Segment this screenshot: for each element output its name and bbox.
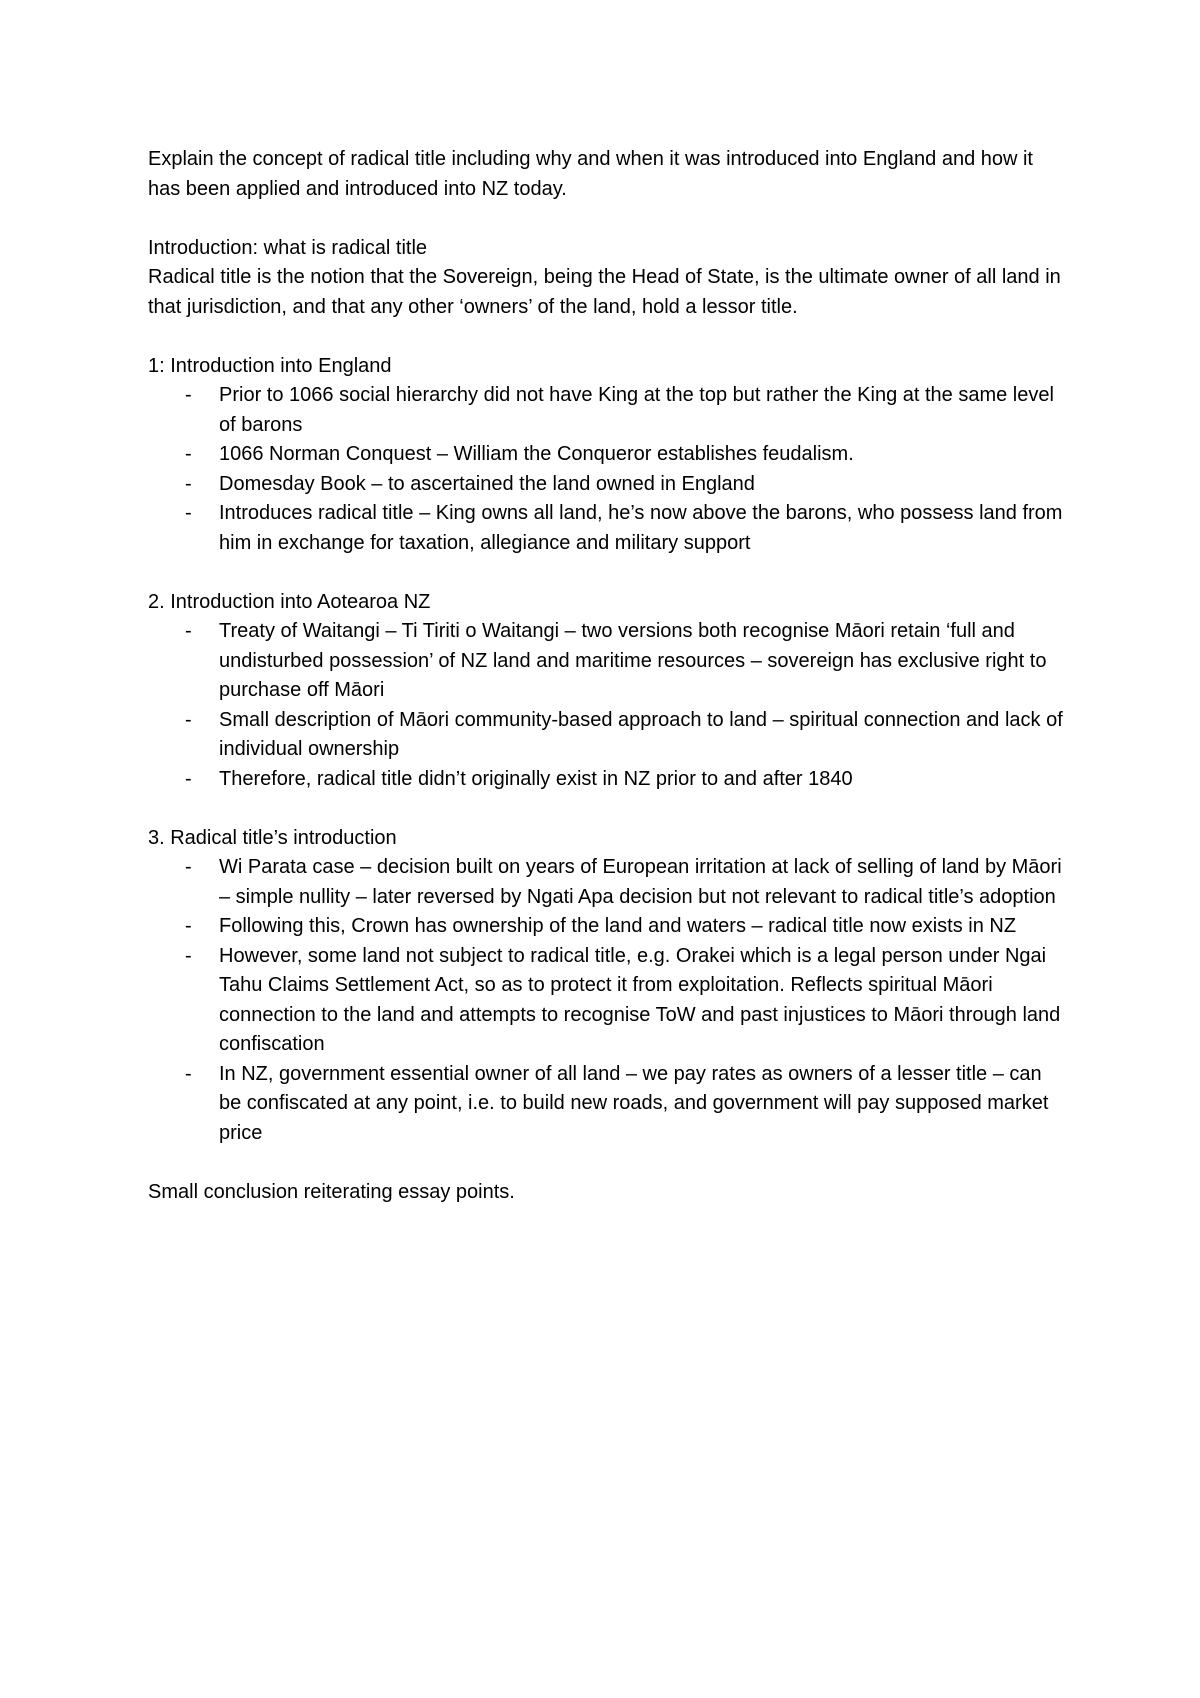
bullet-dash: - [185,443,192,465]
list-item [185,470,1068,500]
list-item [185,942,1068,1060]
list-item-text: Following this, Crown has ownership of the land and waters – radical title now exists in NZ [219,915,1017,937]
list-item-text: Therefore, radical title didn’t originally exist in NZ prior to and after 1840 [219,767,853,790]
spacer [148,204,1068,234]
bullet-dash: - [185,502,192,524]
radical-title-points [148,853,1068,1148]
list-item-text: Treaty of Waitangi – Ti Tiriti o Waitangi – two versions both recognise Māori retain ‘full and undisturbed possession’ of NZ land and maritime resources – sovereign has exclusive right to purchase off Māori [219,620,1047,701]
list-item-text: Introduces radical title – King owns all land, he’s now above the barons, who possess land from him in exchange for taxation, allegiance and military support [219,502,1063,554]
list-item [185,381,1068,440]
bullet-dash: - [185,915,192,937]
list-item [185,617,1068,706]
bullet-dash: - [185,620,192,642]
bullet-dash: - [185,1062,192,1085]
aotearoa-points [148,617,1068,794]
bullet-dash: - [185,708,192,731]
list-item [185,765,1068,795]
bullet-dash: - [185,384,192,406]
bullet-dash: - [185,472,192,495]
spacer [148,558,1068,588]
list-item [185,853,1068,912]
document-page [148,145,1068,1207]
bullet-dash: - [185,944,192,967]
essay-question: Explain the concept of radical title including why and when it was introduced into England and how it has been applied and introduced into NZ today. [148,148,1033,200]
spacer [148,794,1068,824]
england-points [148,381,1068,558]
intro-heading: Introduction: what is radical title [148,236,428,259]
list-item [185,499,1068,558]
list-item [185,1060,1068,1149]
list-item-text: Domesday Book – to ascertained the land owned in England [219,472,755,495]
section-heading-radical-title: 3. Radical title’s introduction [148,826,397,849]
bullet-dash: - [185,767,192,790]
spacer [148,322,1068,352]
section-heading-aotearoa: 2. Introduction into Aotearoa NZ [148,590,431,613]
list-item-text: 1066 Norman Conquest – William the Conqueror establishes feudalism. [219,443,854,465]
list-item [185,440,1068,470]
conclusion: Small conclusion reiterating essay points. [148,1180,515,1203]
list-item-text: In NZ, government essential owner of all land – we pay rates as owners of a lesser title – can be confiscated at any point, i.e. to build new roads, and government will pay supposed market price [219,1062,1049,1144]
list-item-text: Prior to 1066 social hierarchy did not have King at the top but rather the King at the same level of barons [219,384,1054,436]
list-item-text: Small description of Māori community-based approach to land – spiritual connection and lack of individual ownership [219,708,1063,760]
section-heading-england: 1: Introduction into England [148,354,392,377]
list-item-text: Wi Parata case – decision built on years of European irritation at lack of selling of land by Māori – simple nullity – later reversed by Ngati Apa decision but not relevant to radical title’s adoption [219,856,1062,908]
spacer [148,1148,1068,1178]
list-item-text: However, some land not subject to radical title, e.g. Orakei which is a legal person under Ngai Tahu Claims Settlement Act, so as to protect it from exploitation. Reflects spiritual Māori connection to the land and attempts to recognise ToW and past injustices to Māori through land confiscation [219,944,1061,1055]
intro-text: Radical title is the notion that the Sovereign, being the Head of State, is the ultimate owner of all land in that jurisdiction, and that any other ‘owners’ of the land, hold a lessor title. [148,266,1061,318]
list-item [185,706,1068,765]
bullet-dash: - [185,856,192,878]
list-item [185,912,1068,942]
